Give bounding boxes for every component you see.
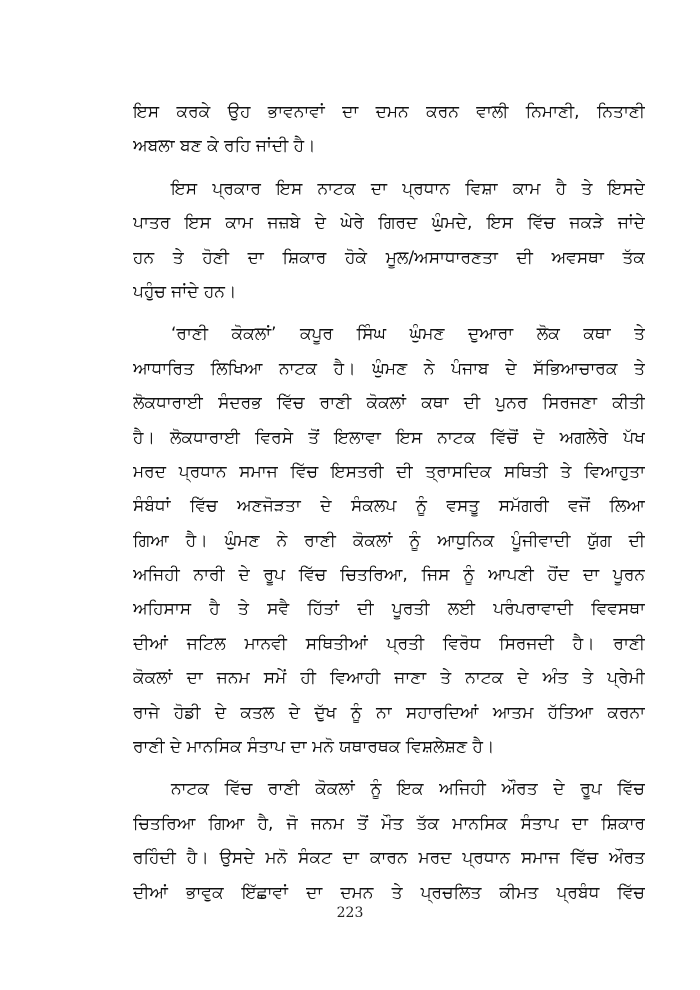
- text-line: ਸੰਬੰਧਾਂ ਵਿੱਚ ਅਣਜੋੜਤਾ ਦੇ ਸੰਕਲਪ ਨੂੰ ਵਸਤੂ ਸਮੱਗਰੀ ਵਜੋਂ ਲਿਆ: [133, 496, 645, 517]
- text-line: ਕੋਕਲਾਂ ਦਾ ਜਨਮ ਸਮੇਂ ਹੀ ਵਿਆਹੀ ਜਾਣਾ ਤੇ ਨਾਟਕ ਦੇ ਅੰਤ ਤੇ ਪ੍ਰੇਮੀ: [133, 668, 645, 689]
- paragraph-1: [133, 95, 645, 164]
- text-line: ‘ਰਾਣੀ ਕੋਕਲਾਂ’ ਕਪੂਰ ਸਿੰਘ ਘੁੰਮਣ ਦੁਆਰਾ ਲੋਕ ਕਥਾ ਤੇ: [171, 324, 645, 345]
- paragraph-2: [133, 172, 645, 310]
- paragraph-4: [133, 772, 645, 910]
- text-line: ਗਿਆ ਹੈ। ਘੁੰਮਣ ਨੇ ਰਾਣੀ ਕੋਕਲਾਂ ਨੂੰ ਆਧੁਨਿਕ ਪੂੰਜੀਵਾਦੀ ਯੁੱਗ ਦੀ: [133, 530, 645, 551]
- text-line: ਇਸ ਕਰਕੇ ਉਹ ਭਾਵਨਾਵਾਂ ਦਾ ਦਮਨ ਕਰਨ ਵਾਲੀ ਨਿਮਾਣੀ, ਨਿਤਾਣੀ: [133, 102, 645, 122]
- text-line: ਰਾਜੇ ਹੋਡੀ ਦੇ ਕਤਲ ਦੇ ਦੁੱਖ ਨੂੰ ਨਾ ਸਹਾਰਦਿਆਂ ਆਤਮ ਹੱਤਿਆ ਕਰਨਾ: [133, 702, 645, 723]
- text-line: ਪਹੁੰਚ ਜਾਂਦੇ ਹਨ।: [133, 281, 237, 302]
- text-line: ਹੈ। ਲੋਕਧਾਰਾਈ ਵਿਰਸੇ ਤੋਂ ਇਲਾਵਾ ਇਸ ਨਾਟਕ ਵਿੱਚੋਂ ਦੋ ਅਗਲੇਰੇ ਪੱਖ: [133, 427, 645, 448]
- text-line: ਚਿਤਰਿਆ ਗਿਆ ਹੈ, ਜੋ ਜਨਮ ਤੋਂ ਮੌਤ ਤੱਕ ਮਾਨਸਿਕ ਸੰਤਾਪ ਦਾ ਸ਼ਿਕਾਰ: [133, 813, 645, 834]
- page-number: 223: [336, 905, 364, 921]
- text-line: ਨਾਟਕ ਵਿੱਚ ਰਾਣੀ ਕੋਕਲਾਂ ਨੂੰ ਇਕ ਅਜਿਹੀ ਔਰਤ ਦੇ ਰੂਪ ਵਿੱਚ: [171, 779, 645, 800]
- text-line: ਹਨ ਤੇ ਹੋਣੀ ਦਾ ਸ਼ਿਕਾਰ ਹੋਕੇ ਮੂਲ/ਅਸਾਧਾਰਣਤਾ ਦੀ ਅਵਸਥਾ ਤੱਕ: [133, 247, 645, 268]
- text-line: ਅਜਿਹੀ ਨਾਰੀ ਦੇ ਰੂਪ ਵਿੱਚ ਚਿਤਰਿਆ, ਜਿਸ ਨੂੰ ਆਪਣੀ ਹੋਂਦ ਦਾ ਪੂਰਨ: [133, 565, 645, 586]
- text-line: ਪਾਤਰ ਇਸ ਕਾਮ ਜਜ਼ਬੇ ਦੇ ਘੇਰੇ ਗਿਰਦ ਘੁੰਮਦੇ, ਇਸ ਵਿੱਚ ਜਕੜੇ ਜਾਂਦੇ: [133, 213, 645, 234]
- text-line: ਮਰਦ ਪ੍ਰਧਾਨ ਸਮਾਜ ਵਿੱਚ ਇਸਤਰੀ ਦੀ ਤ੍ਰਾਸਦਿਕ ਸਥਿਤੀ ਤੇ ਵਿਆਹੁਤਾ: [133, 461, 645, 482]
- text-line: ਆਧਾਰਿਤ ਲਿਖਿਆ ਨਾਟਕ ਹੈ। ਘੁੰਮਣ ਨੇ ਪੰਜਾਬ ਦੇ ਸੱਭਿਆਚਾਰਕ ਤੇ: [133, 358, 645, 379]
- body-text: [133, 95, 645, 910]
- text-line: ਲੋਕਧਾਰਾਈ ਸੰਦਰਭ ਵਿੱਚ ਰਾਣੀ ਕੋਕਲਾਂ ਕਥਾ ਦੀ ਪੁਨਰ ਸਿਰਜਣਾ ਕੀਤੀ: [133, 393, 645, 414]
- text-line: ਅਹਿਸਾਸ ਹੈ ਤੇ ਸਵੈ ਹਿੱਤਾਂ ਦੀ ਪੂਰਤੀ ਲਈ ਪਰੰਪਰਾਵਾਦੀ ਵਿਵਸਥਾ: [133, 599, 645, 620]
- text-line: ਅਬਲਾ ਬਣ ਕੇ ਰਹਿ ਜਾਂਦੀ ਹੈ।: [133, 136, 316, 157]
- paragraph-3: [133, 317, 645, 764]
- text-line: ਦੀਆਂ ਭਾਵੁਕ ਇੱਛਾਵਾਂ ਦਾ ਦਮਨ ਤੇ ਪ੍ਰਚਲਿਤ ਕੀਮਤ ਪ੍ਰਬੰਧ ਵਿੱਚ: [133, 882, 645, 903]
- text-line: ਦੀਆਂ ਜਟਿਲ ਮਾਨਵੀ ਸਥਿਤੀਆਂ ਪ੍ਰਤੀ ਵਿਰੋਧ ਸਿਰਜਦੀ ਹੈ। ਰਾਣੀ: [133, 633, 645, 654]
- text-line: ਰਾਣੀ ਦੇ ਮਾਨਸਿਕ ਸੰਤਾਪ ਦਾ ਮਨੋ ਯਥਾਰਥਕ ਵਿਸ਼ਲੇਸ਼ਣ ਹੈ।: [133, 737, 495, 758]
- text-line: ਰਹਿੰਦੀ ਹੈ। ਉਸਦੇ ਮਨੋ ਸੰਕਟ ਦਾ ਕਾਰਨ ਮਰਦ ਪ੍ਰਧਾਨ ਸਮਾਜ ਵਿੱਚ ਔਰਤ: [133, 848, 645, 869]
- text-line: ਇਸ ਪ੍ਰਕਾਰ ਇਸ ਨਾਟਕ ਦਾ ਪ੍ਰਧਾਨ ਵਿਸ਼ਾ ਕਾਮ ਹੈ ਤੇ ਇਸਦੇ: [171, 178, 645, 199]
